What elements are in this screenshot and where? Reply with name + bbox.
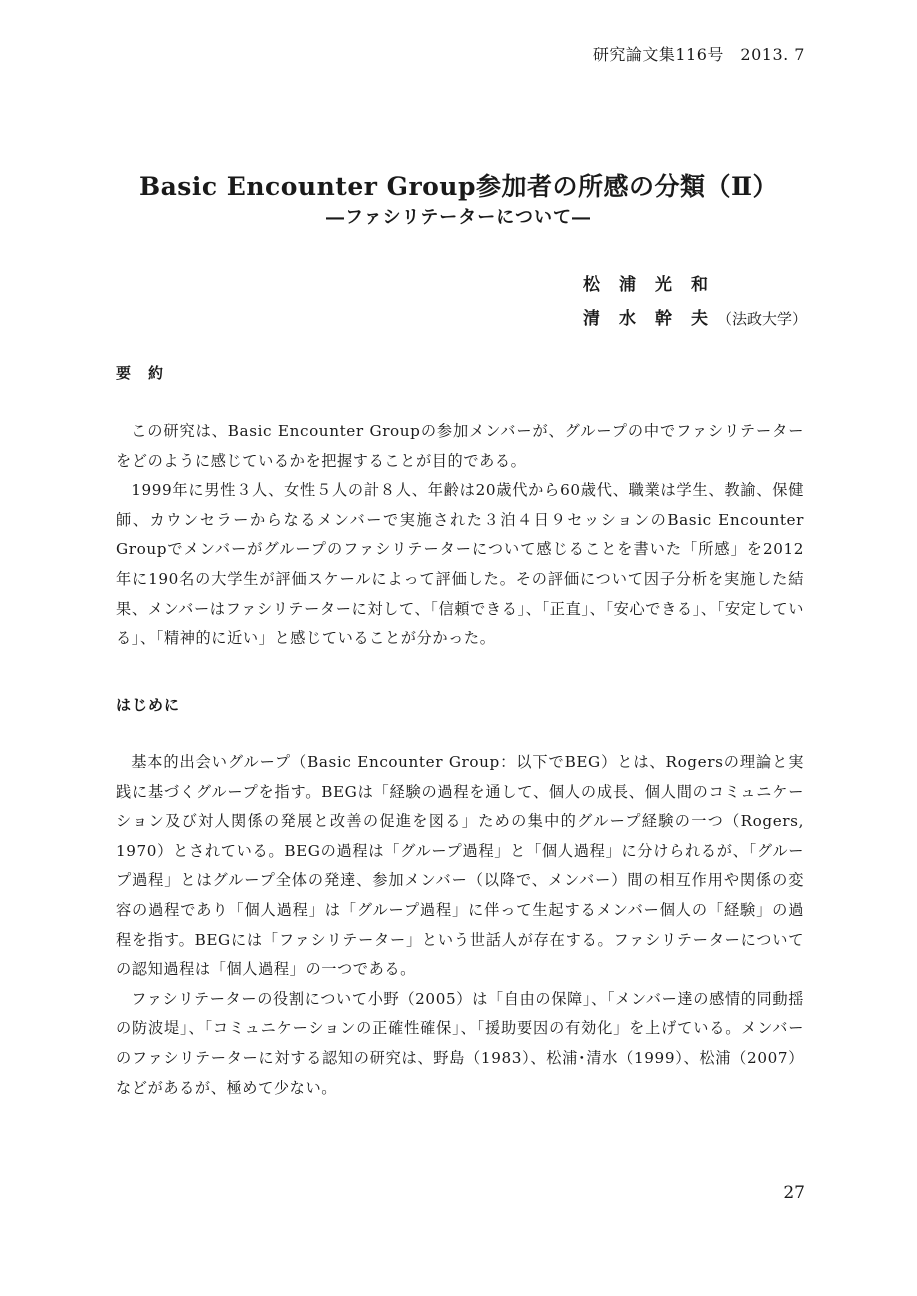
abstract-heading: 要 約 xyxy=(116,364,165,382)
introduction-paragraph: ファシリテーターの役割について小野（2005）は「自由の保障」、「メンバー達の感情的同動揺の防波堤」、「コミュニケーションの正確性確保」、「援助要因の有効化」を上げている。メンバーのファシリテーターに対する認知の研究は、野島（1983）、松浦･清水（1999）、松浦（2007）などがあるが、極めて少ない。 xyxy=(116,989,804,1097)
introduction-paragraph: 基本的出会いグループ（Basic Encounter Group：以下でBEG）とは、Rogersの理論と実践に基づくグループを指す。BEGは「経験の過程を通して、個人の成長、個人間のコミュニケーション及び対人関係の発展と改善の促進を図る」ための集中的グループ経験の一つ（Rogers, 1970）とされている。BEGの過程は「グループ過程」と「個人過程」に分けられるが、「グループ過程」とはグループ全体の発達、参加メンバー（以降で、メンバー）間の相互作用や関係の変容の過程であり「個人過程」は「グループ過程」に伴って生起するメンバー個人の「経験」の過程を指す。BEGには「ファシリテーター」という世話人が存在する。ファシリテーターについての認知過程は「個人過程」の一つである。 xyxy=(116,753,804,979)
author-name: 清水幹夫 xyxy=(583,309,727,329)
running-header: 研究論文集116号 2013. 7 xyxy=(592,45,805,64)
paper-title: Basic Encounter Group参加者の所感の分類（Ⅱ） xyxy=(138,172,779,201)
page-number: 27 xyxy=(783,1183,805,1203)
title-block xyxy=(0,170,917,232)
author-1 xyxy=(583,268,807,302)
abstract-paragraph: この研究は、Basic Encounter Groupの参加メンバーが、グループの中でファシリテーターをどのように感じているかを把握することが目的である。 xyxy=(116,422,804,470)
abstract-paragraph: 1999年に男性３人、女性５人の計８人、年齢は20歳代から60歳代、職業は学生、教諭、保健師、カウンセラーからなるメンバーで実施された３泊４日９セッションのBasic Encounter Groupでメンバーがグループのファシリテーターについて感じることを書いた「所感」を2012年に190名の大学生が評価スケールによって評価した。その評価について因子分析を実施した結果、メンバーはファシリテーターに対して、「信頼できる」、「正直」、「安心できる」、「安定している」、「精神的に近い」と感じていることが分かった。 xyxy=(116,481,804,648)
introduction-body xyxy=(116,748,804,1103)
introduction-heading: はじめに xyxy=(116,696,181,714)
paper-subtitle: ―ファシリテーターについて― xyxy=(326,207,591,228)
author-name: 松浦光和 xyxy=(583,275,727,295)
author-2 xyxy=(583,302,807,336)
abstract-body xyxy=(116,417,804,654)
author-list xyxy=(583,268,807,336)
author-affiliation: （法政大学） xyxy=(717,310,808,328)
